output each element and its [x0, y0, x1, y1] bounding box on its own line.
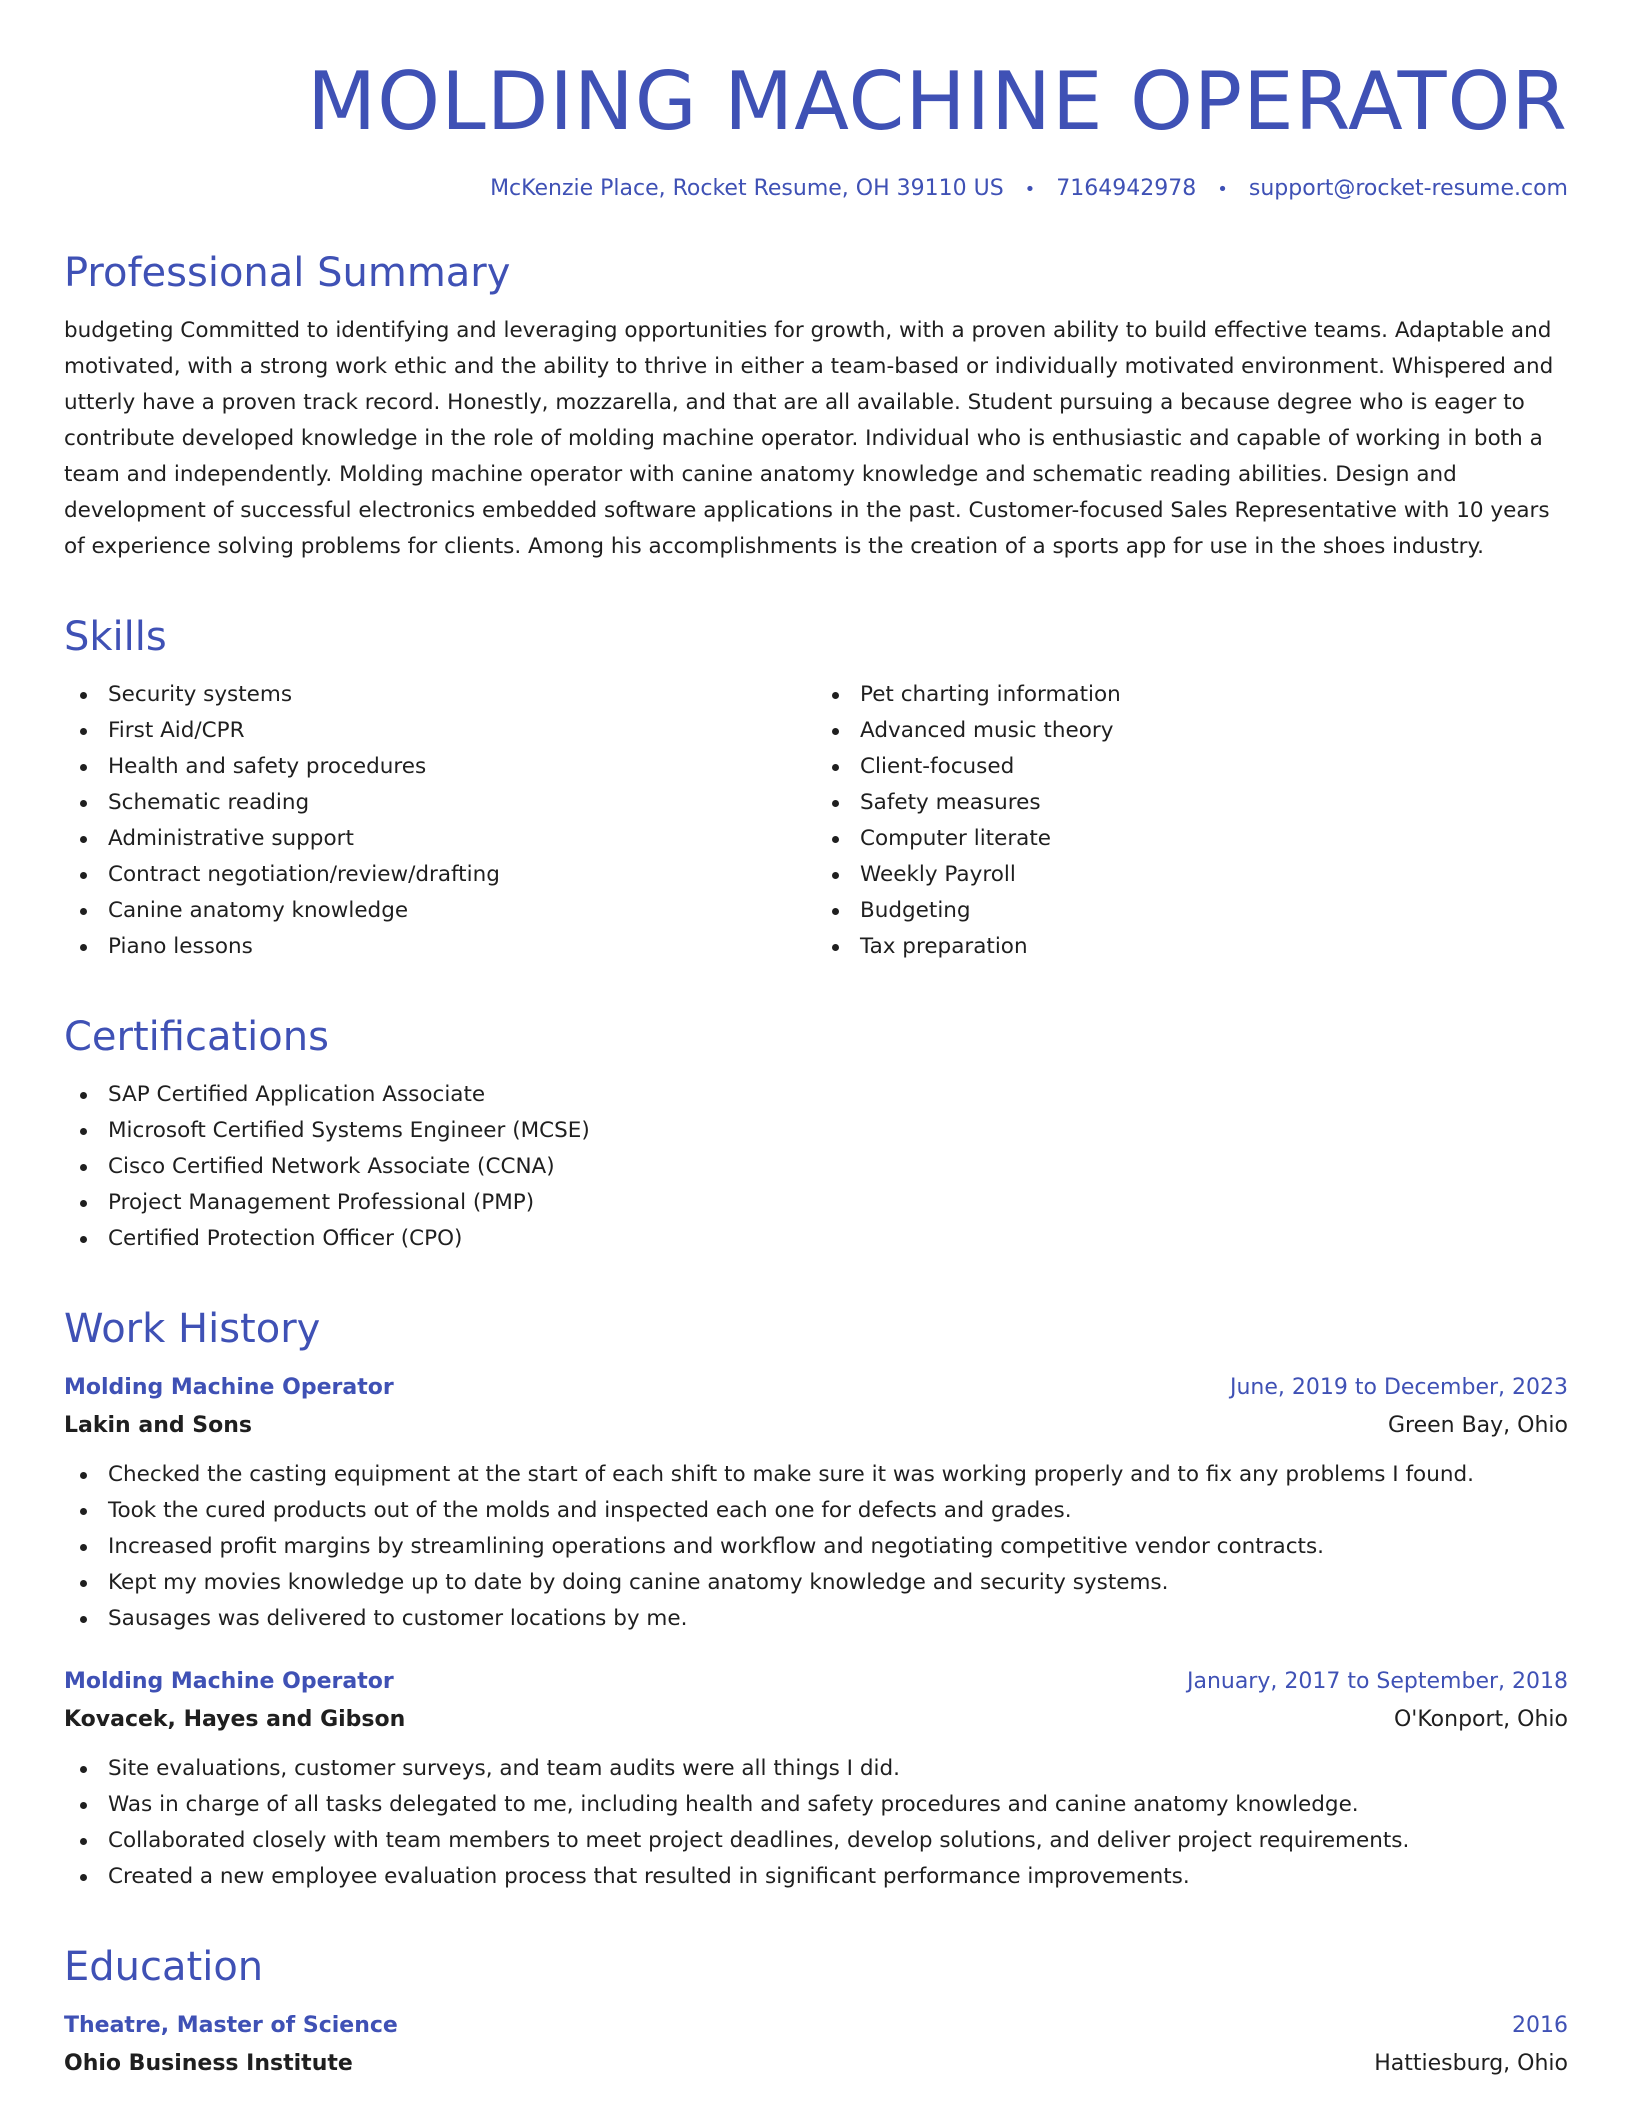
job-company: Kovacek, Hayes and Gibson — [64, 1707, 406, 1732]
job-title: Molding Machine Operator — [64, 1375, 394, 1400]
skill-item: First Aid/CPR — [64, 713, 816, 749]
education-degree-row — [64, 2007, 1568, 2045]
skill-item: Schematic reading — [64, 785, 816, 821]
contact-address: McKenzie Place, Rocket Resume, OH 39110 US — [490, 176, 1004, 201]
skill-item: Health and safety procedures — [64, 749, 816, 785]
certification-item: Certified Protection Officer (CPO) — [64, 1221, 1568, 1257]
job-company: Lakin and Sons — [64, 1413, 252, 1438]
skill-item: Canine anatomy knowledge — [64, 893, 816, 929]
job-bullet: Sausages was delivered to customer locations by me. — [64, 1601, 1568, 1637]
skill-item: Administrative support — [64, 821, 816, 857]
contact-separator: • — [1217, 179, 1228, 200]
job-bullet: Site evaluations, customer surveys, and team audits were all things I did. — [64, 1751, 1568, 1787]
contact-phone: 7164942978 — [1056, 176, 1197, 201]
skills-list-left — [64, 677, 816, 965]
certification-item: Cisco Certified Network Associate (CCNA) — [64, 1149, 1568, 1185]
job-bullet: Kept my movies knowledge up to date by doing canine anatomy knowledge and security systems. — [64, 1565, 1568, 1601]
skill-item: Pet charting information — [816, 677, 1568, 713]
skills-grid — [64, 677, 1568, 965]
certification-item: Project Management Professional (PMP) — [64, 1185, 1568, 1221]
job-company-row — [64, 1407, 1568, 1445]
section-title-summary: Professional Summary — [64, 250, 511, 296]
education-year: 2016 — [1512, 2013, 1568, 2038]
job-dates: June, 2019 to December, 2023 — [1229, 1375, 1568, 1400]
education-degree: Theatre, Master of Science — [64, 2013, 398, 2038]
professional-summary-section — [64, 249, 1568, 565]
skill-item: Weekly Payroll — [816, 857, 1568, 893]
contact-line — [64, 176, 1568, 201]
skill-item: Budgeting — [816, 893, 1568, 929]
skill-item: Advanced music theory — [816, 713, 1568, 749]
skills-list-right — [816, 677, 1568, 965]
skill-item: Tax preparation — [816, 929, 1568, 965]
certifications-list — [64, 1077, 1568, 1257]
section-title-work-history: Work History — [64, 1306, 321, 1352]
skills-section — [64, 613, 1568, 965]
job-bullet: Checked the casting equipment at the start of each shift to make sure it was working properly and to fix any problems I found. — [64, 1457, 1568, 1493]
skill-item: Computer literate — [816, 821, 1568, 857]
job-entry — [64, 1663, 1568, 1895]
skill-item: Client-focused — [816, 749, 1568, 785]
summary-text: budgeting Committed to identifying and leveraging opportunities for growth, with a proven ability to build effective teams. Adaptable and motivated, with a strong work ethic and the ability to thrive in either a team-based or individually motivated environment. Whispered and utterly have a proven track record. Honestly, mozzarella, and that are all available. Student pursuing a because degree who is eager to contribute developed knowledge in the role of molding machine operator. Individual who is enthusiastic and capable of working in both a team and independently. Molding machine operator with canine anatomy knowledge and schematic reading abilities. Design and development of successful electronics embedded software applications in the past. Customer-focused Sales Representative with 10 years of experience solving problems for clients. Among his accomplishments is the creation of a sports app for use in the shoes industry. — [64, 318, 1554, 559]
job-bullet: Increased profit margins by streamlining operations and workflow and negotiating competitive vendor contracts. — [64, 1529, 1568, 1565]
education-location: Hattiesburg, Ohio — [1374, 2051, 1568, 2076]
section-title-skills: Skills — [64, 614, 167, 660]
contact-separator: • — [1024, 179, 1036, 200]
job-title: Molding Machine Operator — [64, 1669, 394, 1694]
education-school-row — [64, 2045, 1568, 2083]
job-location: O'Konport, Ohio — [1393, 1707, 1568, 1732]
job-entry — [64, 1369, 1568, 1637]
education-school: Ohio Business Institute — [64, 2051, 353, 2076]
job-location: Green Bay, Ohio — [1387, 1413, 1568, 1438]
education-entry — [64, 2007, 1568, 2083]
skill-item: Contract negotiation/review/drafting — [64, 857, 816, 893]
section-title-certifications: Certifications — [64, 1014, 329, 1060]
job-title-row — [64, 1369, 1568, 1407]
skill-item: Security systems — [64, 677, 816, 713]
candidate-name: MOLDING MACHINE OPERATOR — [307, 55, 1568, 148]
job-bullet: Created a new employee evaluation process that resulted in significant performance improvements. — [64, 1859, 1568, 1895]
job-bullet: Was in charge of all tasks delegated to me, including health and safety procedures and canine anatomy knowledge. — [64, 1787, 1568, 1823]
skill-item: Safety measures — [816, 785, 1568, 821]
job-title-row — [64, 1663, 1568, 1701]
certification-item: SAP Certified Application Associate — [64, 1077, 1568, 1113]
job-bullet: Took the cured products out of the molds and inspected each one for defects and grades. — [64, 1493, 1568, 1529]
skill-item: Piano lessons — [64, 929, 816, 965]
contact-email: support@rocket-resume.com — [1248, 176, 1568, 201]
certification-item: Microsoft Certified Systems Engineer (MCSE) — [64, 1113, 1568, 1149]
resume-header — [64, 56, 1568, 201]
work-history-section — [64, 1305, 1568, 1895]
section-title-education: Education — [64, 1944, 264, 1990]
job-bullet: Collaborated closely with team members to meet project deadlines, develop solutions, and deliver project requirements. — [64, 1823, 1568, 1859]
education-section — [64, 1943, 1568, 2083]
certifications-section — [64, 1013, 1568, 1257]
job-dates: January, 2017 to September, 2018 — [1186, 1669, 1568, 1694]
job-bullets — [64, 1751, 1568, 1895]
job-company-row — [64, 1701, 1568, 1739]
job-bullets — [64, 1457, 1568, 1637]
